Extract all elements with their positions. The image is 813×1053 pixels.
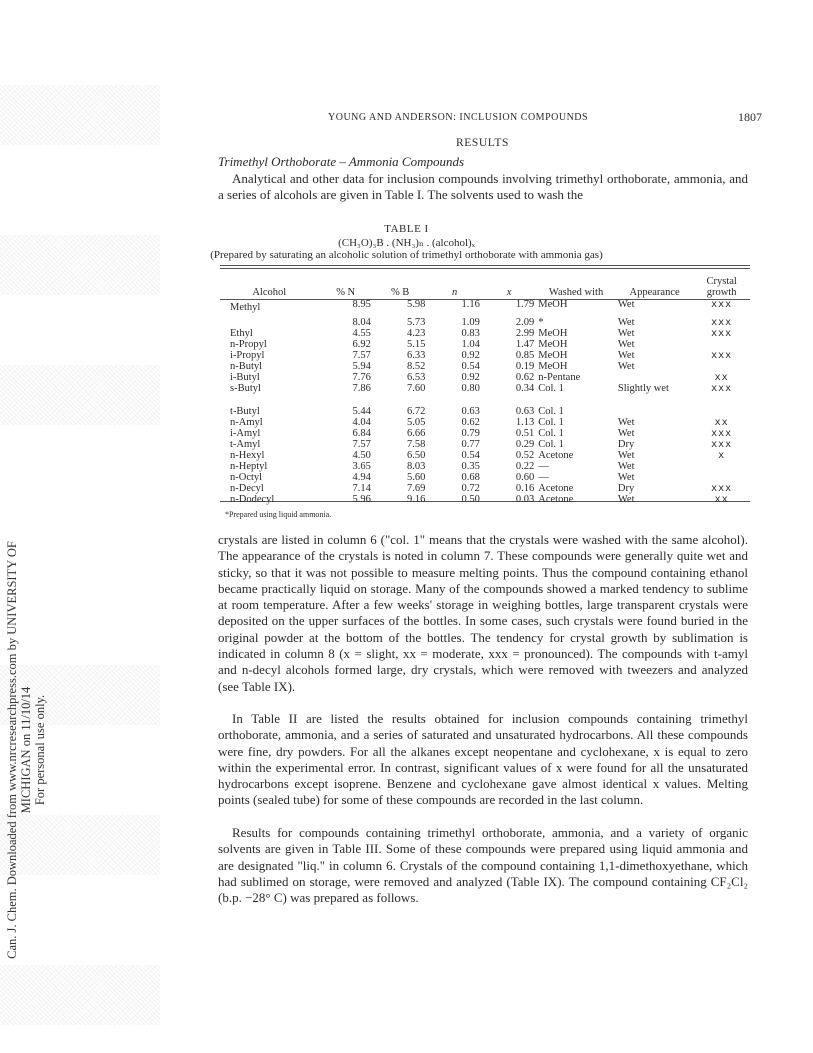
table-row <box>220 372 750 383</box>
table-cell: n-Dodecyl <box>230 494 275 505</box>
col-header: Washed with <box>548 287 604 298</box>
table-cell: n-Pentane <box>538 372 581 383</box>
table-cell <box>616 406 694 417</box>
table-cell: 8.52 <box>406 361 426 372</box>
table-cell: 4.94 <box>352 472 371 483</box>
table-cell: Wet <box>617 328 635 339</box>
table-cell: n-Decyl <box>230 483 264 494</box>
table-top-rule <box>220 265 750 266</box>
table-cell: MeOH <box>538 328 568 339</box>
table-cell: x <box>718 450 726 461</box>
table-cell: MeOH <box>538 339 568 350</box>
table-cell: 0.92 <box>461 372 480 383</box>
table-row <box>220 328 750 339</box>
table-cell: 6.92 <box>352 339 371 350</box>
watermark-line-2: For personal use only. <box>33 694 47 806</box>
table-cell: t-Butyl <box>230 406 260 417</box>
table-cell: 0.34 <box>515 383 535 394</box>
table-cell: 7.57 <box>352 350 371 361</box>
subsection-title: Trimethyl Orthoborate – Ammonia Compounds <box>218 154 465 169</box>
table-cell <box>616 372 694 383</box>
table-cell: Acetone <box>538 450 574 461</box>
col-header: % N <box>336 287 356 298</box>
table-cell: Acetone <box>538 494 574 505</box>
table-cell: xx <box>714 494 729 505</box>
table-cell: 5.15 <box>406 339 426 350</box>
table-cell: 5.98 <box>406 299 426 310</box>
table-cell: Methyl <box>230 302 261 313</box>
table-cell: Acetone <box>538 483 574 494</box>
table-cell: xxx <box>711 383 733 394</box>
table-cell: 7.57 <box>352 439 371 450</box>
table-cell: xxx <box>711 428 733 439</box>
table-cell: Dry <box>617 483 635 494</box>
table-cell <box>693 472 750 483</box>
table-cell: 5.73 <box>406 317 426 328</box>
col-header: n <box>451 287 458 298</box>
table-cell: 7.69 <box>406 483 426 494</box>
col-header: Alcohol <box>252 287 287 298</box>
table-cell: i-Butyl <box>230 372 260 383</box>
table-row <box>220 417 750 428</box>
table-cell: 5.94 <box>352 361 371 372</box>
table-cell: 5.96 <box>352 494 371 505</box>
table-cell: Wet <box>617 428 635 439</box>
table-cell: 2.99 <box>515 328 535 339</box>
table-cell: xxx <box>711 439 733 450</box>
table-cell: n-Heptyl <box>230 461 268 472</box>
table-cell: 6.50 <box>406 450 426 461</box>
body-paragraph: Results for compounds containing trimethyl orthoborate, ammonia, and a variety of organic solvents are given in Table III. Some of these compounds were prepared using liquid ammonia and are designated "liq." in column 6. Crystals of the compound containing 1,1-dimethoxyethane, which had sublimed on storage, were removed and analyzed (Table IX). The compound containing CF₂Cl₂ (b.p. −28° C) was prepared as follows. <box>218 825 748 906</box>
table-cell: 6.66 <box>406 428 426 439</box>
table-cell: 0.52 <box>515 450 535 461</box>
table-row <box>220 339 750 350</box>
table-row <box>220 494 750 505</box>
table-cell: 3.65 <box>352 461 371 472</box>
table-row <box>220 472 750 483</box>
table-cell <box>693 406 750 417</box>
table-cell <box>693 461 750 472</box>
col-header: x <box>506 287 512 298</box>
table-cell: 0.92 <box>461 350 480 361</box>
table-cell: 6.72 <box>406 406 426 417</box>
table-cell: 0.63 <box>515 406 535 417</box>
table-cell: Wet <box>617 317 635 328</box>
table-cell: 0.77 <box>461 439 480 450</box>
table-cell: xxx <box>711 483 733 494</box>
table-cell: Wet <box>617 450 635 461</box>
table-cell: Col. 1 <box>538 439 564 450</box>
body-paragraph: In Table II are listed the results obtained for inclusion compounds containing trimethyl orthoborate, ammonia, and a series of saturated and unsaturated hydrocarbons. All these compounds were fine, dry powders. For all the alkanes except neopentane and cyclohexane, x is equal to zero within the experimental error. In contrast, significant values of x were found for all the unsaturated hydrocarbons except isoprene. Benzene and cyclohexane gave almost identical x values. Melting points (sealed tube) for some of these compounds are recorded in the last column. <box>218 711 748 808</box>
table-row <box>220 317 750 328</box>
table-row <box>220 406 750 417</box>
table-cell: Dry <box>617 439 635 450</box>
table-cell: xxx <box>711 328 733 339</box>
table-cell: 8.04 <box>352 317 371 328</box>
table-cell: 0.54 <box>461 361 480 372</box>
table-cell: i-Amyl <box>230 428 261 439</box>
col-header: Crystal growth <box>706 276 737 298</box>
table-cell: xxx <box>711 299 733 310</box>
table-cell: 0.60 <box>515 472 535 483</box>
table-cell: 0.54 <box>461 450 480 461</box>
data-table <box>220 272 750 505</box>
table-cell: 5.44 <box>352 406 371 417</box>
table-cell: 1.09 <box>461 317 480 328</box>
col-header: Appearance <box>629 287 680 298</box>
table-cell: 1.13 <box>515 417 535 428</box>
table-row <box>220 350 750 361</box>
table-cell: 1.47 <box>515 339 535 350</box>
table-cell: 8.03 <box>406 461 426 472</box>
table-cell: 6.84 <box>352 428 371 439</box>
table-cell: Wet <box>617 472 635 483</box>
col-header: % B <box>390 287 410 298</box>
table-cell: 4.55 <box>352 328 371 339</box>
table-top-rule-2 <box>220 268 750 269</box>
table-cell: 7.86 <box>352 383 371 394</box>
table-row <box>220 461 750 472</box>
table-cell: 4.50 <box>352 450 371 461</box>
table-cell <box>220 317 318 328</box>
table-cell: Wet <box>617 361 635 372</box>
table-label: TABLE I <box>384 223 429 235</box>
table-cell: 7.76 <box>352 372 371 383</box>
table-cell: 0.22 <box>515 461 535 472</box>
row-spacer <box>220 394 750 406</box>
table-cell: Slightly wet <box>617 383 669 394</box>
table-cell: Ethyl <box>230 328 253 339</box>
page-number: 1807 <box>738 110 762 124</box>
table-cell: 0.35 <box>461 461 480 472</box>
table-cell: — <box>538 461 549 472</box>
body-paragraph: crystals are listed in column 6 ("col. 1" means that the crystals were washed with the same alcohol). The appearance of the crystals is noted in column 7. These compounds were generally quite wet and sticky, so that it was not possible to measure melting points. Thus the compound containing ethanol became practically liquid on storage. Many of the compounds showed a marked tendency to sublime at room temperature. After a few weeks' storage in weighing bottles, large transparent crystals were deposited on the upper surfaces of the bottles. In some cases, such crystals were found buried in the original powder at the bottom of the bottles. The tendency for crystal growth by sublimation is indicated in column 8 (x = slight, xx = moderate, xxx = pronounced). The compounds with t-amyl and n-decyl alcohols formed large, dry crystals, which were removed with tweezers and analyzed (see Table IX). <box>218 532 748 694</box>
table-cell: 0.63 <box>461 406 480 417</box>
table-cell: 0.03 <box>515 494 535 505</box>
table-cell: — <box>538 472 549 483</box>
table-row <box>220 361 750 372</box>
table-cell: xxx <box>711 350 733 361</box>
table-cell: 6.33 <box>406 350 426 361</box>
table-cell: xxx <box>711 317 733 328</box>
table-header-row <box>220 272 750 299</box>
table-row <box>220 450 750 461</box>
table-cell: 0.62 <box>515 372 535 383</box>
table-cell: 0.19 <box>515 361 535 372</box>
table-formula: (CH₃O)₃B . (NH₃)ₙ . (alcohol)ₓ <box>338 237 475 249</box>
table-cell: 8.95 <box>352 299 371 310</box>
table-cell: 0.80 <box>461 383 480 394</box>
running-title: YOUNG AND ANDERSON: INCLUSION COMPOUNDS <box>328 112 589 123</box>
table-cell: Col. 1 <box>538 406 564 417</box>
table-cell: 7.60 <box>406 383 426 394</box>
table-footnote: *Prepared using liquid ammonia. <box>225 510 332 519</box>
table-cell: 5.05 <box>406 417 426 428</box>
table-cell: 6.53 <box>406 372 426 383</box>
table-row <box>220 439 750 450</box>
table-cell: n-Butyl <box>230 361 263 372</box>
table-cell: Wet <box>617 350 635 361</box>
table-cell: xx <box>714 417 729 428</box>
table-cell: Wet <box>617 417 635 428</box>
table-cell: n-Propyl <box>230 339 267 350</box>
table-cell: Col. 1 <box>538 417 564 428</box>
table-row <box>220 483 750 494</box>
table-cell: 1.04 <box>461 339 480 350</box>
table-cell: i-Propyl <box>230 350 265 361</box>
table-cell: Wet <box>617 494 635 505</box>
section-title: RESULTS <box>456 137 509 149</box>
table-cell: 2.09 <box>515 317 535 328</box>
table-cell: MeOH <box>538 361 568 372</box>
table-caption: (Prepared by saturating an alcoholic solution of trimethyl orthoborate with ammonia gas) <box>210 249 603 261</box>
table-cell: MeOH <box>538 299 568 310</box>
table-cell: s-Butyl <box>230 383 261 394</box>
table-cell: 4.23 <box>406 328 426 339</box>
table-cell: 1.16 <box>461 299 480 310</box>
table-cell: 0.72 <box>461 483 480 494</box>
table-cell: Wet <box>617 461 635 472</box>
table-cell: Col. 1 <box>538 383 564 394</box>
table-cell: Wet <box>617 299 635 310</box>
watermark-line-1: Can. J. Chem. Downloaded from www.nrcresearchpress.com by UNIVERSITY OF MICHIGAN on 11/10/14 <box>5 541 33 959</box>
table-cell: 0.51 <box>515 428 535 439</box>
table-cell: Col. 1 <box>538 428 564 439</box>
table-cell: Wet <box>617 339 635 350</box>
table-cell: xx <box>714 372 729 383</box>
table-cell: 0.62 <box>461 417 480 428</box>
table-cell: 7.58 <box>406 439 426 450</box>
scan-noise <box>0 365 160 425</box>
table-row <box>220 428 750 439</box>
table-cell: 0.85 <box>515 350 535 361</box>
table-cell: 0.79 <box>461 428 480 439</box>
table-cell <box>693 339 750 350</box>
table-cell: n-Amyl <box>230 417 263 428</box>
table-cell: 0.50 <box>461 494 480 505</box>
table-cell: 4.04 <box>352 417 371 428</box>
table-cell: * <box>538 317 544 328</box>
table-cell: n-Hexyl <box>230 450 265 461</box>
table-cell: n-Octyl <box>230 472 263 483</box>
table-cell <box>693 361 750 372</box>
table-cell: 0.16 <box>515 483 535 494</box>
table-cell: MeOH <box>538 350 568 361</box>
table-cell: 0.68 <box>461 472 480 483</box>
download-watermark <box>5 520 47 980</box>
table-cell: 1.79 <box>515 299 535 310</box>
scan-noise <box>0 85 160 145</box>
table-cell: 7.14 <box>352 483 371 494</box>
table-cell: 0.83 <box>461 328 480 339</box>
table-cell: 9.16 <box>406 494 426 505</box>
table-cell: 5.60 <box>406 472 426 483</box>
table-cell: t-Amyl <box>230 439 261 450</box>
intro-paragraph: Analytical and other data for inclusion compounds involving trimethyl orthoborate, ammonia, and a series of alcohols are given in Table I. The solvents used to wash the <box>218 171 748 203</box>
table-row <box>220 299 750 313</box>
table-cell: 0.29 <box>515 439 535 450</box>
table-row <box>220 383 750 394</box>
